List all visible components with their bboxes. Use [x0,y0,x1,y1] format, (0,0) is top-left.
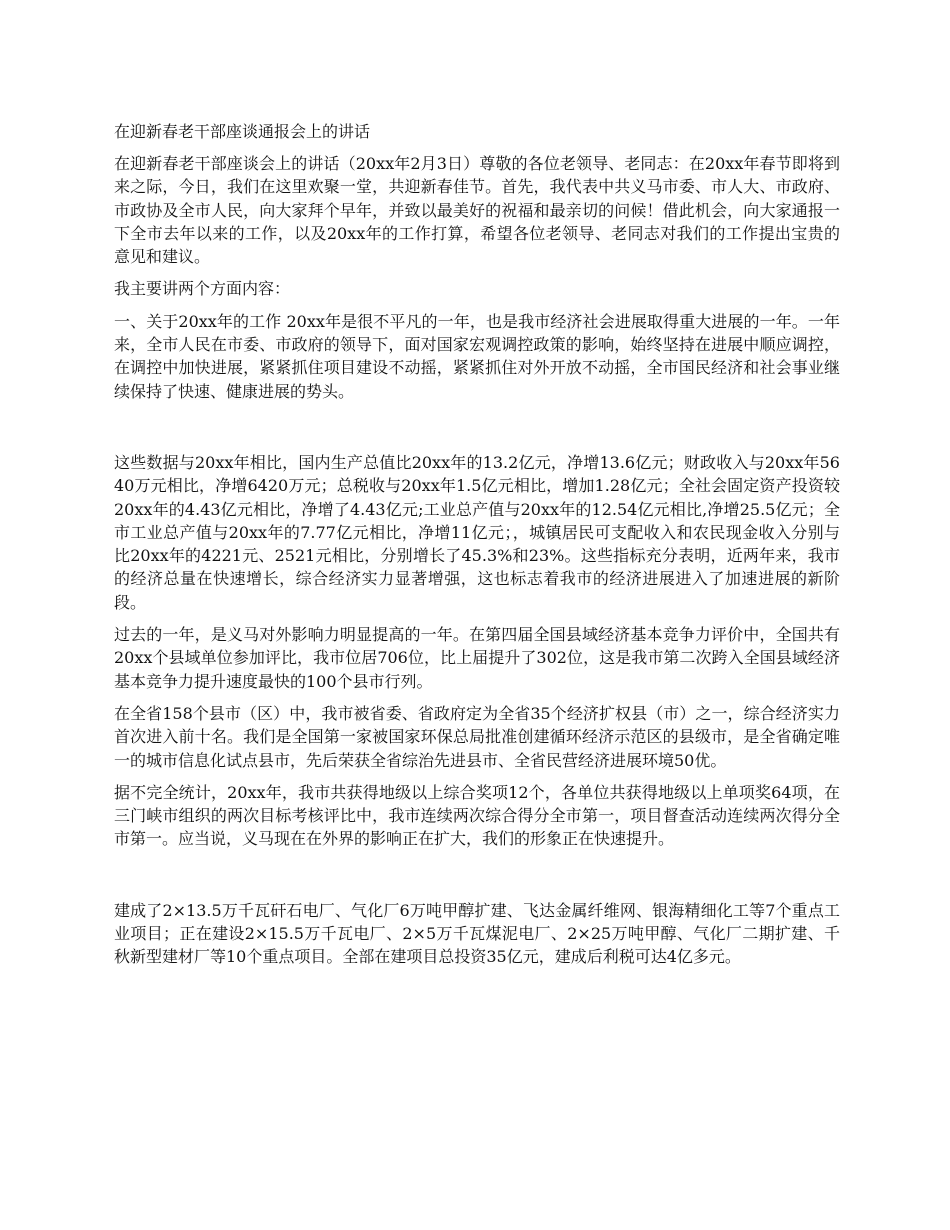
paragraph-province-rank: 在全省158个县市（区）中，我市被省委、省政府定为全省35个经济扩权县（市）之一，综合经济实力首次进入前十名。我们是全国第一家被国家环保总局批准创建循环经济示范区的县级市，是全省确定唯一的城市信息化试点县市，先后荣获全省综治先进县市、全省民营经济进展环境50优。 [114,703,840,770]
paragraph-influence: 过去的一年，是义马对外影响力明显提高的一年。在第四届全国县域经济基本竞争力评价中，全国共有20xx个县域单位参加评比，我市位居706位，比上届提升了302位，这是我市第二次跨入全国县域经济基本竞争力提升速度最快的100个县市行列。 [114,625,840,691]
paragraph-opening: 在迎新春老干部座谈会上的讲话（20xx年2月3日）尊敬的各位老领导、老同志：在20xx年春节即将到来之际，今日，我们在这里欢聚一堂，共迎新春佳节。首先，我代表中共义马市委、市人大、市政府、市政协及全市人民，向大家拜个早年，并致以最美好的祝福和最亲切的问候！借此机会，向大家通报一下全市去年以来的工作，以及20xx年的工作打算，希望各位老领导、老同志对我们的工作提出宝贵的意见和建议。 [114,154,840,267]
paragraph-section-one: 一、关于20xx年的工作 20xx年是很不平凡的一年，也是我市经济社会进展取得重大进展的一年。一年来，全市人民在市委、市政府的领导下，面对国家宏观调控政策的影响，始终坚持在进展中顺应调控，在调控中加快进展，紧紧抓住项目建设不动摇，紧紧抓住对外开放不动摇，全市国民经济和社会事业继续保持了快速、健康进展的势头。 [114,311,840,401]
paragraph-projects: 建成了2×13.5万千瓦矸石电厂、气化厂6万吨甲醇扩建、飞达金属纤维网、银海精细化工等7个重点工业项目；正在建设2×15.5万千瓦电厂、2×5万千瓦煤泥电厂、2×25万吨甲醇、气化厂二期扩建、千秋新型建材厂等10个重点项目。全部在建项目总投资35亿元，建成后利税可达4亿多元。 [114,900,840,967]
paragraph-outline: 我主要讲两个方面内容： [114,279,291,299]
paragraph-statistics: 这些数据与20xx年相比，国内生产总值比20xx年的13.2亿元，净增13.6亿元；财政收入与20xx年5640万元相比，净增6420万元；总税收与20xx年1.5亿元相比，增加1.28亿元；全社会固定资产投资较20xx年的4.43亿元相比，净增了4.43亿元;工业总产值与20xx年的12.54亿元相比,净增25.5亿元；全市工业总产值与20xx年的7.77亿元相比，净增11亿元；，城镇居民可支配收入和农民现金收入分别与比20xx年的4221元、2521元相比，分别增长了45.3%和23%。这些指标充分表明，近两年来，我市的经济总量在快速增长，综合经济实力显著增强，这也标志着我市的经济进展进入了加速进展的新阶段。 [114,452,840,612]
document-title: 在迎新春老干部座谈通报会上的讲话 [114,122,371,141]
blank-spacer [114,860,840,899]
paragraph-awards: 据不完全统计，20xx年，我市共获得地级以上综合奖项12个，各单位共获得地级以上单项奖64项，在三门峡市组织的两次目标考核评比中，我市连续两次综合得分全市第一，项目督查活动连续两次得分全市第一。应当说，义马现在在外界的影响正在扩大，我们的形象正在快速提升。 [114,782,840,849]
blank-spacer [114,412,840,451]
document-page [114,120,840,978]
